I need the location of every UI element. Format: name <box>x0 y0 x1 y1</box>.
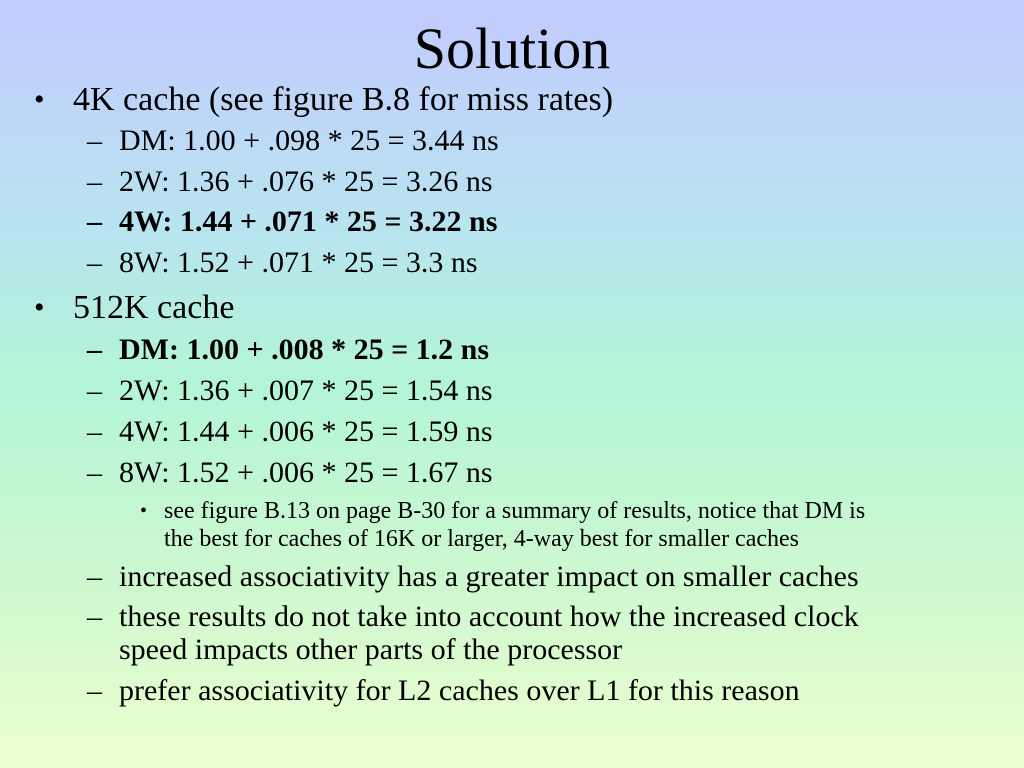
dash-icon: – <box>87 246 102 279</box>
point-prefer-l2: prefer associativity for L2 caches over L1 for this reason <box>119 674 800 707</box>
cache-4k-2w: 2W: 1.36 + .076 * 25 = 3.26 ns <box>119 165 493 198</box>
point-clock-speed-line-1: these results do not take into account how the increased clock <box>119 600 859 633</box>
dash-icon: – <box>87 333 102 366</box>
summary-note-line-2: the best for caches of 16K or larger, 4-way best for smaller caches <box>164 526 800 552</box>
cache-4k-4w: 4W: 1.44 + .071 * 25 = 3.22 ns <box>119 205 498 238</box>
dash-icon: – <box>87 374 102 407</box>
dash-icon: – <box>87 674 102 707</box>
point-associativity-impact: increased associativity has a greater impact on smaller caches <box>119 560 859 593</box>
cache-4k-heading: 4K cache (see figure B.8 for miss rates) <box>73 81 614 118</box>
point-clock-speed-line-2: speed impacts other parts of the processor <box>119 633 623 666</box>
small-bullet-icon: • <box>140 500 148 522</box>
cache-4k-8w: 8W: 1.52 + .071 * 25 = 3.3 ns <box>119 246 478 279</box>
dash-icon: – <box>87 600 102 633</box>
slide-title: Solution <box>413 16 611 81</box>
summary-note-line-1: see figure B.13 on page B-30 for a summary of results, notice that DM is <box>164 498 866 524</box>
dash-icon: – <box>87 560 102 593</box>
bullet-dot-icon: • <box>34 83 45 116</box>
dash-icon: – <box>87 456 102 489</box>
cache-512k-4w: 4W: 1.44 + .006 * 25 = 1.59 ns <box>119 415 493 448</box>
bullet-dot-icon: • <box>34 291 45 324</box>
cache-512k-heading: 512K cache <box>73 289 235 326</box>
dash-icon: – <box>87 415 102 448</box>
cache-4k-dm: DM: 1.00 + .098 * 25 = 3.44 ns <box>119 124 499 157</box>
cache-512k-8w: 8W: 1.52 + .006 * 25 = 1.67 ns <box>119 456 493 489</box>
dash-icon: – <box>87 165 102 198</box>
dash-icon: – <box>87 124 102 157</box>
dash-icon: – <box>87 205 102 238</box>
cache-512k-2w: 2W: 1.36 + .007 * 25 = 1.54 ns <box>119 374 493 407</box>
cache-512k-dm: DM: 1.00 + .008 * 25 = 1.2 ns <box>119 333 490 366</box>
